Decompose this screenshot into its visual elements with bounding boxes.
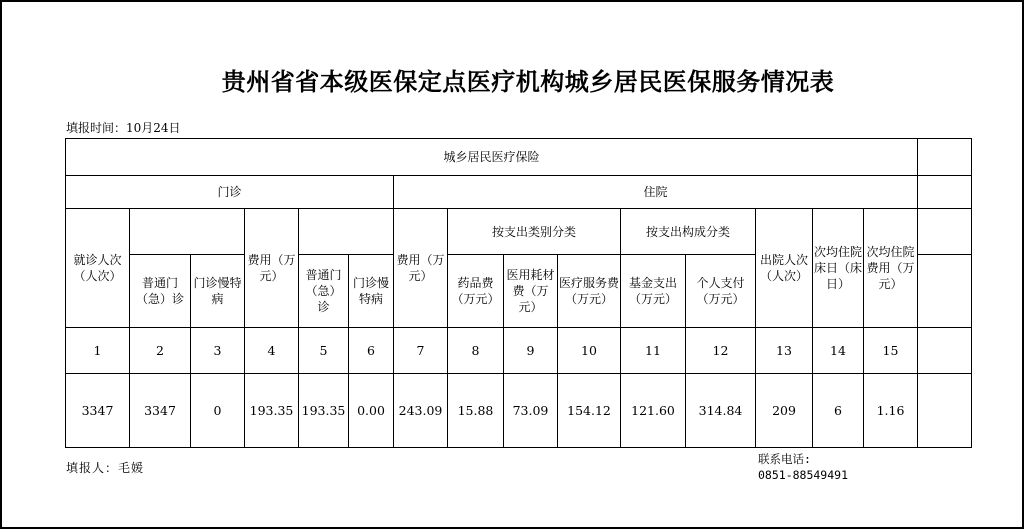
header-discharges: 出院人次（人次） — [756, 209, 813, 328]
value-cell: 193.35 — [299, 374, 349, 448]
header-fund-pay: 基金支出（万元） — [621, 255, 686, 328]
header-cost: 费用（万元） — [245, 209, 299, 328]
header-drug-fee: 药品费（万元） — [448, 255, 504, 328]
extra-cell — [918, 374, 972, 448]
column-number: 14 — [813, 328, 864, 374]
header-outpatient: 门诊 — [66, 176, 394, 209]
header-visits: 就诊人次（人次） — [66, 209, 130, 328]
header-blank — [299, 209, 394, 255]
contact-info — [758, 451, 848, 483]
column-number: 5 — [299, 328, 349, 374]
value-cell: 6 — [813, 374, 864, 448]
value-cell: 15.88 — [448, 374, 504, 448]
value-cell: 73.09 — [504, 374, 558, 448]
column-number: 13 — [756, 328, 813, 374]
data-row — [66, 374, 972, 448]
value-cell: 0.00 — [349, 374, 394, 448]
contact-label: 联系电话: — [758, 452, 811, 466]
value-cell: 0 — [191, 374, 245, 448]
header-extra-cell — [918, 176, 972, 209]
column-number: 6 — [349, 328, 394, 374]
value-cell: 3347 — [66, 374, 130, 448]
column-number: 3 — [191, 328, 245, 374]
fill-time: 填报时间：10月24日 — [66, 121, 181, 135]
header-special-disease: 门诊慢特病 — [191, 255, 245, 328]
header-inpatient: 住院 — [394, 176, 918, 209]
header-self-pay: 个人支付（万元） — [686, 255, 756, 328]
value-cell: 121.60 — [621, 374, 686, 448]
header-special-disease-2: 门诊慢特病 — [349, 255, 394, 328]
value-cell: 193.35 — [245, 374, 299, 448]
value-cell: 314.84 — [686, 374, 756, 448]
report-table — [65, 138, 972, 448]
header-blank — [130, 209, 245, 255]
header-general-emergency: 普通门（急）诊 — [130, 255, 191, 328]
header-extra-cell — [918, 209, 972, 255]
column-number: 7 — [394, 328, 448, 374]
value-cell: 209 — [756, 374, 813, 448]
column-number: 4 — [245, 328, 299, 374]
column-number-row — [66, 328, 972, 374]
column-number: 15 — [864, 328, 918, 374]
column-number: 9 — [504, 328, 558, 374]
value-cell: 154.12 — [558, 374, 621, 448]
header-program: 城乡居民医疗保险 — [66, 139, 918, 176]
header-service-fee: 医疗服务费（万元） — [558, 255, 621, 328]
header-extra-cell — [918, 255, 972, 328]
page-title: 贵州省省本级医保定点医疗机构城乡居民医保服务情况表 — [221, 67, 835, 96]
value-cell: 243.09 — [394, 374, 448, 448]
header-avg-cost: 次均住院费用（万元） — [864, 209, 918, 328]
value-cell: 1.16 — [864, 374, 918, 448]
column-number: 11 — [621, 328, 686, 374]
header-avg-bed-days: 次均住院床日（床日） — [813, 209, 864, 328]
header-by-structure: 按支出构成分类 — [621, 209, 756, 255]
header-general-emergency-2: 普通门（急）诊 — [299, 255, 349, 328]
value-cell: 3347 — [130, 374, 191, 448]
header-inp-cost: 费用（万元） — [394, 209, 448, 328]
contact-phone: 0851-88549491 — [758, 468, 849, 482]
header-material-fee: 医用耗材费（万元） — [504, 255, 558, 328]
column-number: 1 — [66, 328, 130, 374]
header-extra-cell — [918, 139, 972, 176]
column-number: 10 — [558, 328, 621, 374]
column-number: 8 — [448, 328, 504, 374]
extra-cell — [918, 328, 972, 374]
header-by-category: 按支出类别分类 — [448, 209, 621, 255]
filler-name: 填报人：毛媛 — [66, 461, 145, 475]
column-number: 2 — [130, 328, 191, 374]
column-number: 12 — [686, 328, 756, 374]
